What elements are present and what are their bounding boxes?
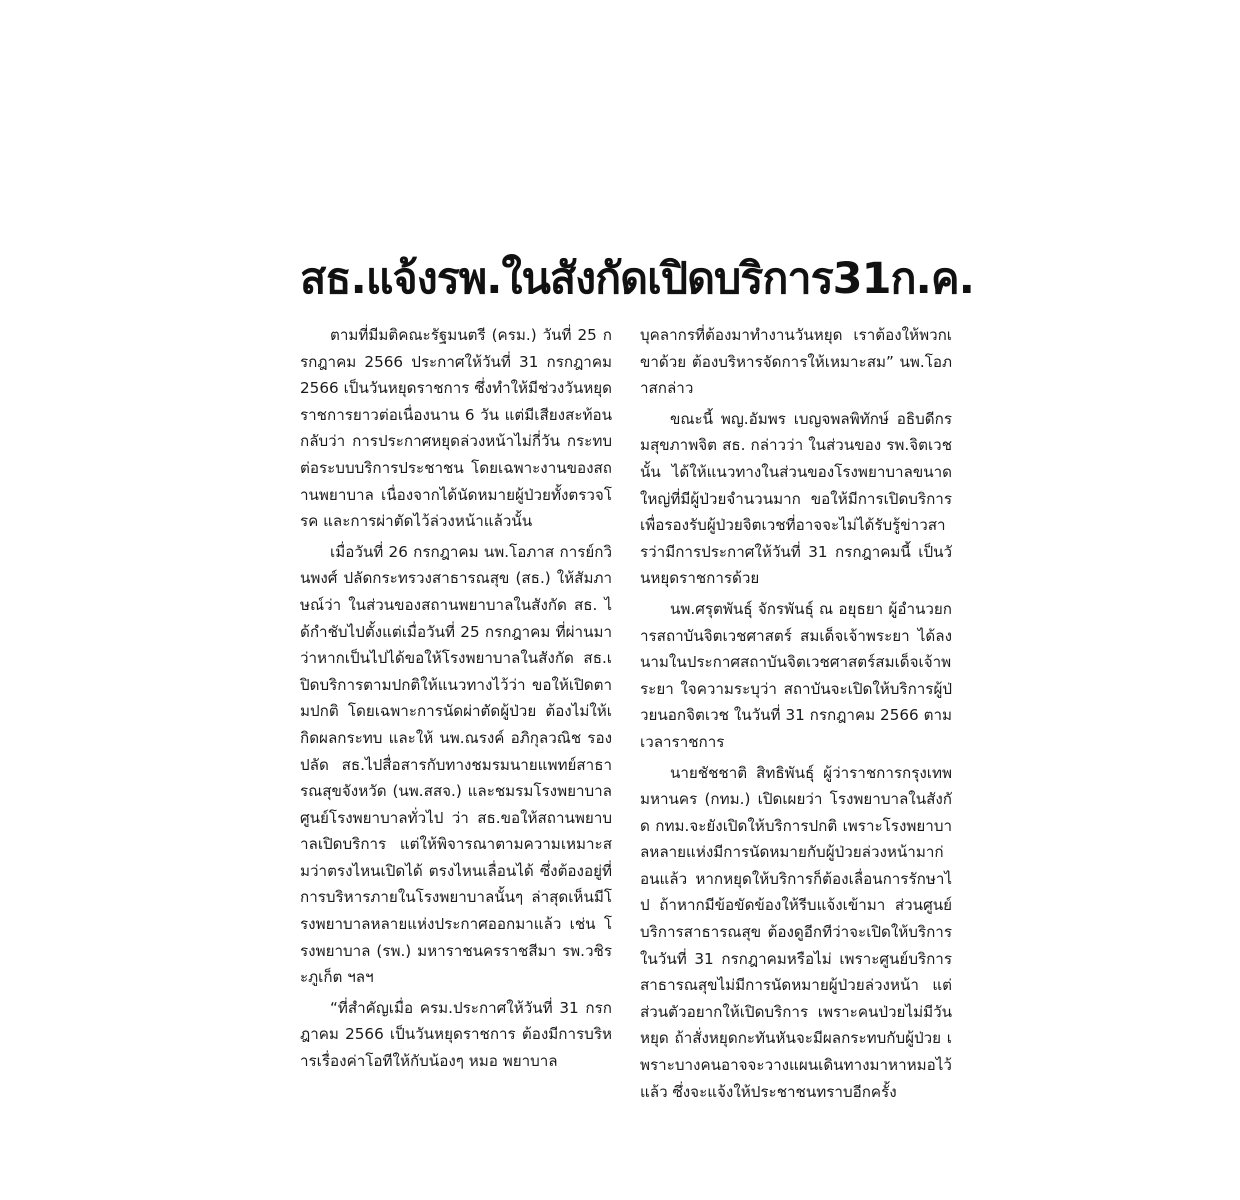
paragraph: นายชัชชาติ สิทธิพันธุ์ ผู้ว่าราชการกรุงเทพมหานคร (กทม.) เปิดเผยว่า โรงพยาบาลในสังกัด กทม.จะยังเปิดให้บริการปกติ เพราะโรงพยาบาลหลายแห่งมีการนัดหมายกับผู้ป่วยล่วงหน้ามาก่อนแล้ว หากหยุดให้บริการก็ต้องเลื่อนการรักษาไป ถ้าหากมีข้อขัดข้องให้รีบแจ้งเข้ามา ส่วนศูนย์บริการสาธารณสุข ต้องดูอีกทีว่าจะเปิดให้บริการในวันที่ 31 กรกฎาคมหรือไม่ เพราะศูนย์บริการสาธารณสุขไม่มีการนัดหมายผู้ป่วยล่วงหน้า แต่ส่วนตัวอยากให้เปิดบริการ เพราะคนป่วยไม่มีวันหยุด ถ้าสั่งหยุดกะทันหันจะมีผลกระทบกับผู้ป่วย เพราะบางคนอาจจะวางแผนเดินทางมาหาหมอไว้แล้ว ซึ่งจะแจ้งให้ประชาชนทราบอีกครั้ง (640, 763, 952, 1101)
news-article (300, 250, 974, 1109)
paragraph: “ที่สำคัญเมื่อ ครม.ประกาศให้วันที่ 31 กรกฎาคม 2566 เป็นวันหยุดราชการ ต้องมีการบริหารเรื่องค่าโอทีให้กับน้องๆ หมอ พยาบาล (300, 998, 612, 1071)
paragraph: เมื่อวันที่ 26 กรกฎาคม นพ.โอภาส การย์กวินพงศ์ ปลัดกระทรวงสาธารณสุข (สธ.) ให้สัมภาษณ์ว่า ในส่วนของสถานพยาบาลในสังกัด สธ. ได้กำชับไปตั้งแต่เมื่อวันที่ 25 กรกฎาคม ที่ผ่านมา ว่าหากเป็นไปได้ขอให้โรงพยาบาลในสังกัด สธ.เปิดบริการตามปกติให้แนวทางไว้ว่า ขอให้เปิดตามปกติ โดยเฉพาะการนัดผ่าตัดผู้ป่วย ต้องไม่ให้เกิดผลกระทบ และให้ นพ.ณรงค์ อภิกุลวณิช รองปลัด สธ.ไปสื่อสารกับทางชมรมนายแพทย์สาธารณสุขจังหวัด (นพ.สสจ.) และชมรมโรงพยาบาลศูนย์โรงพยาบาลทั่วไป ว่า สธ.ขอให้สถานพยาบาลเปิดบริการ แต่ให้พิจารณาตามความเหมาะสมว่าตรงไหนเปิดได้ ตรงไหนเลื่อนได้ ซึ่งต้องอยู่ที่การบริหารภายในโรงพยาบาลนั้นๆ ล่าสุดเห็นมีโรงพยาบาลหลายแห่งประกาศออกมาแล้ว เช่น โรงพยาบาล (รพ.) มหาราชนครราชสีมา รพ.วชิระภูเก็ต ฯลฯ (300, 542, 612, 987)
article-columns (300, 322, 952, 1109)
article-headline: สธ.แจ้งรพ.ในสังกัดเปิดบริการ31ก.ค. (300, 254, 974, 304)
column-left (300, 322, 612, 1109)
paragraph: ขณะนี้ พญ.อัมพร เบญจพลพิทักษ์ อธิบดีกรมสุขภาพจิต สธ. กล่าวว่า ในส่วนของ รพ.จิตเวช นั้น ได้ให้แนวทางในส่วนของโรงพยาบาลขนาดใหญ่ที่มีผู้ป่วยจำนวนมาก ขอให้มีการเปิดบริการเพื่อรองรับผู้ป่วยจิตเวชที่อาจจะไม่ได้รับรู้ข่าวสารว่ามีการประกาศให้วันที่ 31 กรกฎาคมนี้ เป็นวันหยุดราชการด้วย (640, 409, 952, 588)
paragraph: ตามที่มีมติคณะรัฐมนตรี (ครม.) วันที่ 25 กรกฎาคม 2566 ประกาศให้วันที่ 31 กรกฎาคม 2566 เป็นวันหยุดราชการ ซึ่งทำให้มีช่วงวันหยุดราชการยาวต่อเนื่องนาน 6 วัน แต่มีเสียงสะท้อนกลับว่า การประกาศหยุดล่วงหน้าไม่กี่วัน กระทบต่อระบบบริการประชาชน โดยเฉพาะงานของสถานพยาบาล เนื่องจากได้นัดหมายผู้ป่วยทั้งตรวจโรค และการผ่าตัดไว้ล่วงหน้าแล้วนั้น (300, 326, 612, 531)
column-right (640, 322, 952, 1109)
paragraph: นพ.ศรุตพันธุ์ จักรพันธุ์ ณ อยุธยา ผู้อำนวยการสถาบันจิตเวชศาสตร์ สมเด็จเจ้าพระยา ได้ลงนามในประกาศสถาบันจิตเวชศาสตร์สมเด็จเจ้าพระยา ใจความระบุว่า สถาบันจะเปิดให้บริการผู้ป่วยนอกจิตเวช ในวันที่ 31 กรกฎาคม 2566 ตามเวลาราชการ (640, 599, 952, 751)
paragraph-continued: บุคลากรที่ต้องมาทำงานวันหยุด เราต้องให้พวกเขาด้วย ต้องบริหารจัดการให้เหมาะสม” นพ.โอภาสกล่าว (640, 326, 952, 398)
